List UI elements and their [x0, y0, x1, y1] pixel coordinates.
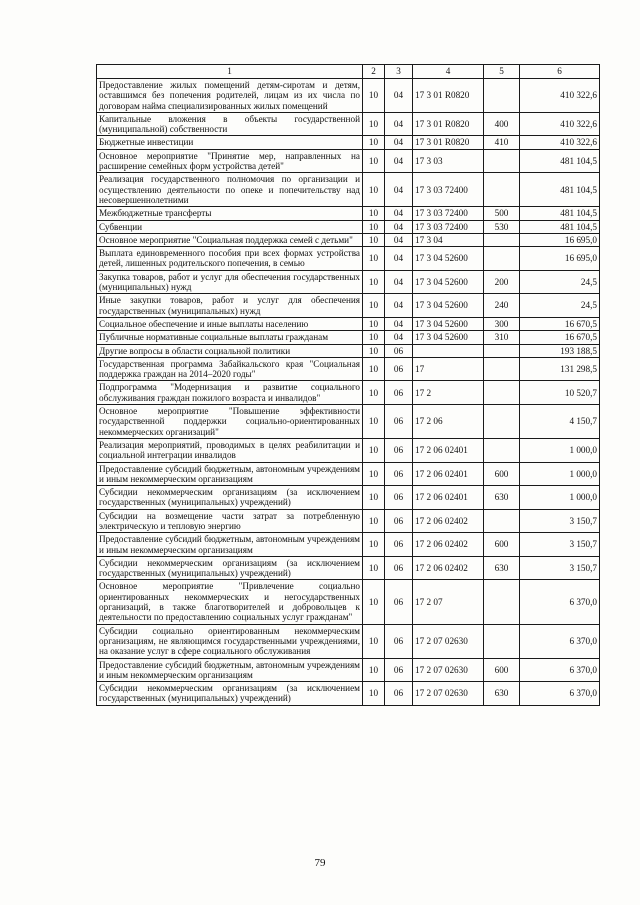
row-section-cell: 10 — [363, 405, 385, 439]
header-col-5: 5 — [484, 65, 520, 79]
row-name-cell: Выплата единовременного пособия при всех формах устройства детей, лишенных родительского попечения, в семью — [97, 247, 363, 271]
row-target-code-cell: 17 2 07 02630 — [413, 624, 484, 658]
row-target-code-cell: 17 3 03 72400 — [413, 173, 484, 207]
row-name-cell: Субвенции — [97, 220, 363, 233]
row-section-cell: 10 — [363, 331, 385, 344]
row-name-cell: Субсидии некоммерческим организациям (за исключением государственных (муниципальных) учреждений) — [97, 682, 363, 706]
row-section-cell: 10 — [363, 136, 385, 149]
row-amount-cell: 24,5 — [520, 270, 600, 294]
row-subsection-cell: 06 — [385, 462, 413, 486]
row-expense-type-cell — [484, 580, 520, 624]
table-row — [97, 317, 600, 330]
row-name-cell: Бюджетные инвестиции — [97, 136, 363, 149]
row-section-cell: 10 — [363, 112, 385, 136]
row-amount-cell: 6 370,0 — [520, 682, 600, 706]
row-target-code-cell: 17 3 04 — [413, 233, 484, 246]
row-amount-cell: 16 670,5 — [520, 331, 600, 344]
row-amount-cell: 16 670,5 — [520, 317, 600, 330]
header-col-1: 1 — [97, 65, 363, 79]
row-subsection-cell: 06 — [385, 438, 413, 462]
table-row — [97, 357, 600, 381]
row-name-cell: Субсидии некоммерческим организациям (за исключением государственных (муниципальных) учреждений) — [97, 556, 363, 580]
row-name-cell: Предоставление субсидий бюджетным, автономным учреждениям и иным некоммерческим организациям — [97, 533, 363, 557]
row-target-code-cell: 17 2 06 02402 — [413, 556, 484, 580]
row-target-code-cell: 17 3 04 52600 — [413, 247, 484, 271]
row-amount-cell: 16 695,0 — [520, 233, 600, 246]
row-amount-cell: 410 322,6 — [520, 136, 600, 149]
row-target-code-cell: 17 3 01 R0820 — [413, 79, 484, 113]
row-target-code-cell: 17 3 03 — [413, 149, 484, 173]
row-subsection-cell: 06 — [385, 624, 413, 658]
row-subsection-cell: 06 — [385, 658, 413, 682]
row-section-cell: 10 — [363, 317, 385, 330]
row-target-code-cell: 17 3 04 52600 — [413, 294, 484, 318]
row-target-code-cell: 17 2 07 — [413, 580, 484, 624]
row-expense-type-cell: 600 — [484, 533, 520, 557]
row-amount-cell: 6 370,0 — [520, 658, 600, 682]
row-expense-type-cell: 200 — [484, 270, 520, 294]
row-name-cell: Предоставление субсидий бюджетным, автономным учреждениям и иным некоммерческим организациям — [97, 462, 363, 486]
table-row — [97, 682, 600, 706]
row-name-cell: Предоставление жилых помещений детям-сиротам и детям, оставшимся без попечения родителей, лицам из их числа по договорам найма специализированных жилых помещений — [97, 79, 363, 113]
row-target-code-cell: 17 — [413, 357, 484, 381]
row-expense-type-cell: 630 — [484, 486, 520, 510]
row-target-code-cell: 17 3 01 R0820 — [413, 136, 484, 149]
row-subsection-cell: 04 — [385, 270, 413, 294]
header-col-2: 2 — [363, 65, 385, 79]
row-expense-type-cell: 600 — [484, 462, 520, 486]
table-row — [97, 207, 600, 220]
row-section-cell: 10 — [363, 486, 385, 510]
table-row — [97, 509, 600, 533]
row-expense-type-cell — [484, 247, 520, 271]
row-name-cell: Основное мероприятие "Повышение эффективности государственной поддержки социально-ориентированных некоммерческих организаций" — [97, 405, 363, 439]
row-name-cell: Подпрограмма "Модернизация и развитие социального обслуживания граждан пожилого возраста и инвалидов" — [97, 381, 363, 405]
row-expense-type-cell — [484, 438, 520, 462]
table-row — [97, 270, 600, 294]
table-row — [97, 381, 600, 405]
row-name-cell: Субсидии на возмещение части затрат за потребленную электрическую и тепловую энергию — [97, 509, 363, 533]
row-target-code-cell: 17 3 04 52600 — [413, 270, 484, 294]
row-expense-type-cell — [484, 79, 520, 113]
row-subsection-cell: 04 — [385, 294, 413, 318]
row-amount-cell: 6 370,0 — [520, 624, 600, 658]
row-amount-cell: 3 150,7 — [520, 556, 600, 580]
table-row — [97, 220, 600, 233]
row-expense-type-cell: 400 — [484, 112, 520, 136]
row-target-code-cell: 17 2 — [413, 381, 484, 405]
row-expense-type-cell: 530 — [484, 220, 520, 233]
row-section-cell: 10 — [363, 357, 385, 381]
row-amount-cell: 1 000,0 — [520, 438, 600, 462]
table-row — [97, 136, 600, 149]
row-name-cell: Основное мероприятие "Привлечение социально ориентированных некоммерческих и негосударственных организаций, в также благотворителей и добровольцев к деятельности по предоставлению социальных услуг гражданам" — [97, 580, 363, 624]
row-amount-cell: 1 000,0 — [520, 462, 600, 486]
row-amount-cell: 481 104,5 — [520, 149, 600, 173]
row-target-code-cell: 17 2 06 02401 — [413, 462, 484, 486]
row-section-cell: 10 — [363, 556, 385, 580]
row-subsection-cell: 04 — [385, 136, 413, 149]
row-name-cell: Основное мероприятие "Социальная поддержка семей с детьми" — [97, 233, 363, 246]
table-row — [97, 486, 600, 510]
row-expense-type-cell: 630 — [484, 682, 520, 706]
row-amount-cell: 410 322,6 — [520, 79, 600, 113]
row-target-code-cell: 17 2 06 02401 — [413, 486, 484, 510]
row-target-code-cell — [413, 344, 484, 357]
row-subsection-cell: 06 — [385, 556, 413, 580]
row-expense-type-cell — [484, 357, 520, 381]
row-section-cell: 10 — [363, 658, 385, 682]
table-row — [97, 79, 600, 113]
row-expense-type-cell: 310 — [484, 331, 520, 344]
row-amount-cell: 4 150,7 — [520, 405, 600, 439]
row-amount-cell: 3 150,7 — [520, 509, 600, 533]
row-section-cell: 10 — [363, 79, 385, 113]
row-subsection-cell: 04 — [385, 220, 413, 233]
row-subsection-cell: 04 — [385, 173, 413, 207]
row-target-code-cell: 17 2 06 — [413, 405, 484, 439]
row-expense-type-cell: 410 — [484, 136, 520, 149]
row-target-code-cell: 17 2 07 02630 — [413, 682, 484, 706]
row-subsection-cell: 04 — [385, 149, 413, 173]
row-target-code-cell: 17 2 06 02402 — [413, 533, 484, 557]
row-name-cell: Закупка товаров, работ и услуг для обеспечения государственных (муниципальных) нужд — [97, 270, 363, 294]
row-target-code-cell: 17 3 03 72400 — [413, 220, 484, 233]
row-expense-type-cell — [484, 233, 520, 246]
table-row — [97, 233, 600, 246]
row-subsection-cell: 04 — [385, 112, 413, 136]
row-subsection-cell: 04 — [385, 331, 413, 344]
row-target-code-cell: 17 2 06 02402 — [413, 509, 484, 533]
row-subsection-cell: 06 — [385, 344, 413, 357]
table-row — [97, 344, 600, 357]
row-subsection-cell: 06 — [385, 381, 413, 405]
row-name-cell: Государственная программа Забайкальского края "Социальная поддержка граждан на 2014–2020 годы" — [97, 357, 363, 381]
row-section-cell: 10 — [363, 233, 385, 246]
row-expense-type-cell — [484, 173, 520, 207]
row-subsection-cell: 06 — [385, 486, 413, 510]
row-target-code-cell: 17 3 03 72400 — [413, 207, 484, 220]
row-subsection-cell: 06 — [385, 509, 413, 533]
header-col-6: 6 — [520, 65, 600, 79]
table-row — [97, 294, 600, 318]
table-body — [97, 79, 600, 706]
row-name-cell: Межбюджетные трансферты — [97, 207, 363, 220]
row-section-cell: 10 — [363, 207, 385, 220]
row-name-cell: Другие вопросы в области социальной политики — [97, 344, 363, 357]
budget-table — [96, 64, 600, 706]
table-row — [97, 658, 600, 682]
table-row — [97, 462, 600, 486]
row-subsection-cell: 04 — [385, 317, 413, 330]
row-name-cell: Основное мероприятие "Принятие мер, направленных на расширение семейных форм устройства детей" — [97, 149, 363, 173]
row-expense-type-cell: 630 — [484, 556, 520, 580]
row-name-cell: Субсидии социально ориентированным некоммерческим организациям, не являющимся государственными учреждениями, на оказание услуг в сфере социального обслуживания — [97, 624, 363, 658]
row-section-cell: 10 — [363, 220, 385, 233]
row-expense-type-cell — [484, 344, 520, 357]
row-expense-type-cell: 600 — [484, 658, 520, 682]
row-section-cell: 10 — [363, 462, 385, 486]
row-amount-cell: 3 150,7 — [520, 533, 600, 557]
table-row — [97, 438, 600, 462]
row-section-cell: 10 — [363, 294, 385, 318]
table-row — [97, 405, 600, 439]
row-section-cell: 10 — [363, 580, 385, 624]
row-target-code-cell: 17 2 07 02630 — [413, 658, 484, 682]
header-col-4: 4 — [413, 65, 484, 79]
row-subsection-cell: 04 — [385, 207, 413, 220]
row-target-code-cell: 17 3 04 52600 — [413, 331, 484, 344]
row-expense-type-cell: 500 — [484, 207, 520, 220]
row-section-cell: 10 — [363, 509, 385, 533]
row-name-cell: Реализация государственного полномочия по организации и осуществлению деятельности по опеке и попечительству над несовершеннолетними — [97, 173, 363, 207]
row-section-cell: 10 — [363, 438, 385, 462]
row-section-cell: 10 — [363, 381, 385, 405]
row-target-code-cell: 17 3 04 52600 — [413, 317, 484, 330]
row-amount-cell: 131 298,5 — [520, 357, 600, 381]
row-amount-cell: 410 322,6 — [520, 112, 600, 136]
row-subsection-cell: 04 — [385, 247, 413, 271]
table-row — [97, 112, 600, 136]
row-section-cell: 10 — [363, 533, 385, 557]
row-subsection-cell: 06 — [385, 580, 413, 624]
row-section-cell: 10 — [363, 247, 385, 271]
row-name-cell: Предоставление субсидий бюджетным, автономным учреждениям и иным некоммерческим организациям — [97, 658, 363, 682]
row-expense-type-cell — [484, 509, 520, 533]
table-row — [97, 533, 600, 557]
table-row — [97, 247, 600, 271]
row-target-code-cell: 17 2 06 02401 — [413, 438, 484, 462]
table-row — [97, 149, 600, 173]
row-expense-type-cell — [484, 405, 520, 439]
row-subsection-cell: 06 — [385, 405, 413, 439]
row-expense-type-cell: 240 — [484, 294, 520, 318]
row-name-cell: Публичные нормативные социальные выплаты гражданам — [97, 331, 363, 344]
row-amount-cell: 16 695,0 — [520, 247, 600, 271]
row-subsection-cell: 06 — [385, 533, 413, 557]
row-name-cell: Субсидии некоммерческим организациям (за исключением государственных (муниципальных) учреждений) — [97, 486, 363, 510]
row-amount-cell: 481 104,5 — [520, 173, 600, 207]
row-expense-type-cell: 300 — [484, 317, 520, 330]
row-section-cell: 10 — [363, 344, 385, 357]
row-amount-cell: 10 520,7 — [520, 381, 600, 405]
row-amount-cell: 6 370,0 — [520, 580, 600, 624]
row-section-cell: 10 — [363, 682, 385, 706]
table-header-row — [97, 65, 600, 79]
row-name-cell: Капитальные вложения в объекты государственной (муниципальной) собственности — [97, 112, 363, 136]
row-name-cell: Социальное обеспечение и иные выплаты населению — [97, 317, 363, 330]
table-row — [97, 331, 600, 344]
row-subsection-cell: 04 — [385, 79, 413, 113]
row-amount-cell: 481 104,5 — [520, 220, 600, 233]
row-amount-cell: 481 104,5 — [520, 207, 600, 220]
row-subsection-cell: 06 — [385, 357, 413, 381]
row-amount-cell: 1 000,0 — [520, 486, 600, 510]
row-section-cell: 10 — [363, 149, 385, 173]
row-expense-type-cell — [484, 381, 520, 405]
row-amount-cell: 24,5 — [520, 294, 600, 318]
row-amount-cell: 193 188,5 — [520, 344, 600, 357]
row-section-cell: 10 — [363, 173, 385, 207]
row-name-cell: Иные закупки товаров, работ и услуг для обеспечения государственных (муниципальных) нужд — [97, 294, 363, 318]
row-expense-type-cell — [484, 149, 520, 173]
table-row — [97, 173, 600, 207]
header-col-3: 3 — [385, 65, 413, 79]
row-section-cell: 10 — [363, 624, 385, 658]
row-name-cell: Реализация мероприятий, проводимых в целях реабилитации и социальной интеграции инвалидов — [97, 438, 363, 462]
table-row — [97, 624, 600, 658]
row-subsection-cell: 06 — [385, 682, 413, 706]
row-target-code-cell: 17 3 01 R0820 — [413, 112, 484, 136]
table-row — [97, 580, 600, 624]
row-subsection-cell: 04 — [385, 233, 413, 246]
row-expense-type-cell — [484, 624, 520, 658]
page-number: 79 — [314, 857, 326, 869]
row-section-cell: 10 — [363, 270, 385, 294]
table-row — [97, 556, 600, 580]
